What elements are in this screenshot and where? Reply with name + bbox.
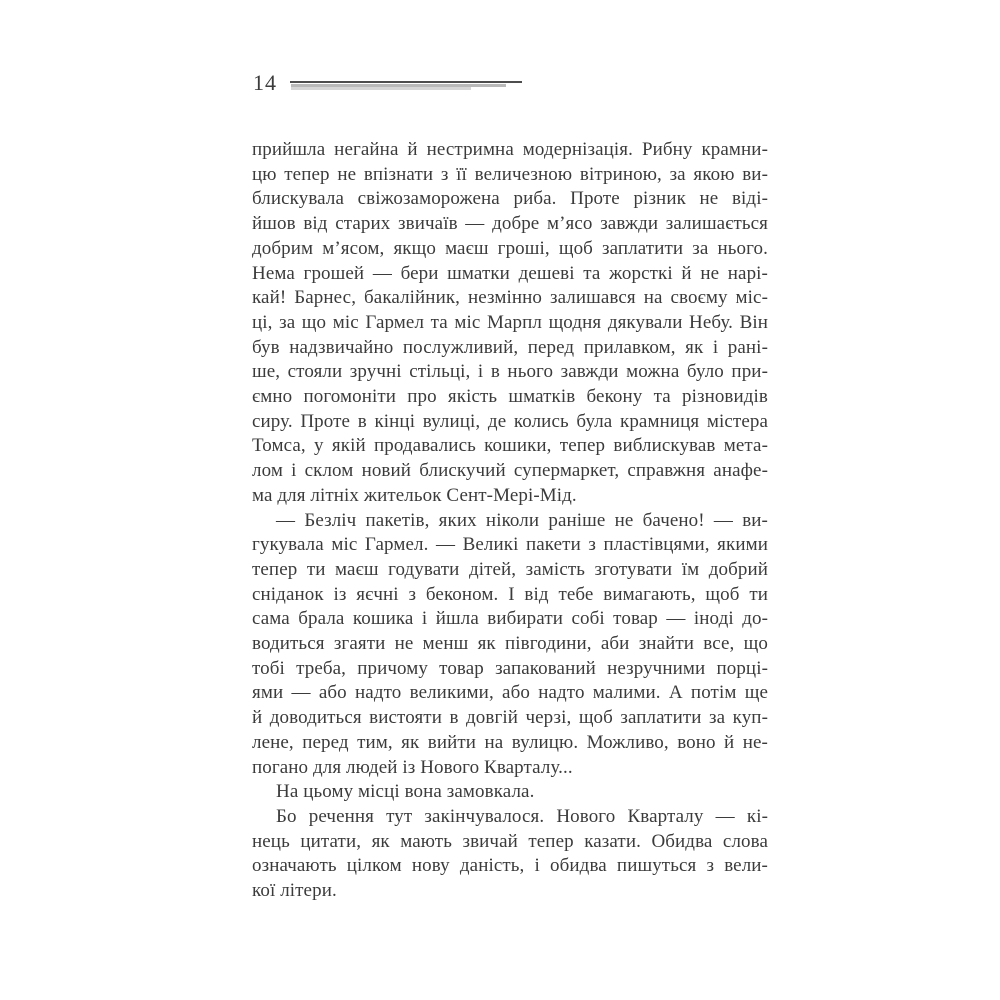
page-number: 14	[253, 70, 277, 95]
text-line: тепер ти маєш годувати дітей, замість зготувати їм добрий	[252, 558, 768, 580]
text-line: тобі треба, причому товар запакований незручними порці-	[252, 657, 768, 679]
text-line: — Безліч пакетів, яких ніколи раніше не бачено! — ви-	[276, 509, 768, 531]
text-line: цю тепер не впізнати з її величезною вітриною, за якою ви-	[252, 163, 768, 185]
header-rule-light-line	[291, 87, 471, 90]
text-line: сиру. Проте в кінці вулиці, де колись була крамниця містера	[252, 410, 768, 432]
text-line: лене, перед тим, як вийти на вулицю. Можливо, воно й не-	[252, 731, 768, 753]
text-line: кої літери.	[252, 880, 337, 902]
text-line: На цьому місці вона замовкала.	[276, 781, 535, 803]
text-line: погано для людей із Нового Кварталу...	[252, 756, 573, 778]
text-line: Нема грошей — бери шматки дешеві та жорсткі й не нарі-	[252, 262, 768, 284]
text-line: гукувала міс Гармел. — Великі пакети з пластівцями, якими	[252, 534, 768, 556]
text-line: ємно погомоніти про якість шматків бекону та різновидів	[252, 386, 768, 408]
text-line: ями — або надто великими, або надто малими. А потім ще	[252, 682, 768, 704]
text-line: добрим м’ясом, якщо маєш гроші, щоб заплатити за нього.	[252, 237, 768, 259]
text-line: водиться згаяти не менш як півгодини, аби знайти все, що	[252, 633, 768, 655]
page-header	[253, 68, 522, 98]
text-line: ці, за що міс Гармел та міс Марпл щодня дякували Небу. Він	[252, 311, 768, 333]
text-line: лом і склом новий блискучий супермаркет, справжня анафе-	[252, 460, 768, 482]
header-rule	[290, 78, 522, 90]
text-line: прийшла негайна й нестримна модернізація. Рибну крамни-	[252, 139, 768, 160]
text-line: Бо речення тут закінчувалося. Нового Кварталу — кі-	[276, 805, 768, 827]
text-line: кай! Барнес, бакалійник, незмінно залишався на своєму міс-	[252, 287, 768, 309]
text-line: Томса, у якій продавались кошики, тепер виблискував мета-	[252, 435, 768, 457]
text-line: й доводиться вистояти в довгій черзі, щоб заплатити за куп-	[252, 707, 768, 729]
text-block	[252, 138, 768, 904]
text-line: означають цілком нову даність, і обидва пишуться з вели-	[252, 855, 768, 877]
text-line: ма для літніх жительок Сент-Мері-Мід.	[252, 484, 577, 506]
text-line: ше, стояли зручні стільці, і в нього завжди можна було при-	[252, 361, 768, 383]
text-line: сама брала кошика і йшла вибирати собі товар — іноді до-	[252, 608, 768, 630]
header-rule-dark-line	[290, 81, 522, 83]
text-line: сніданок із яєчні з беконом. І від тебе вимагають, щоб ти	[252, 583, 768, 605]
text-line: йшов від старих звичаїв — добре м’ясо завжди залишається	[252, 213, 768, 235]
text-line: нець цитати, як мають звичай тепер казати. Обидва слова	[252, 830, 768, 852]
text-line: був надзвичайно послужливий, перед прилавком, як і рані-	[252, 336, 768, 358]
text-line: блискувала свіжозаморожена риба. Проте різник не віді-	[252, 188, 768, 210]
